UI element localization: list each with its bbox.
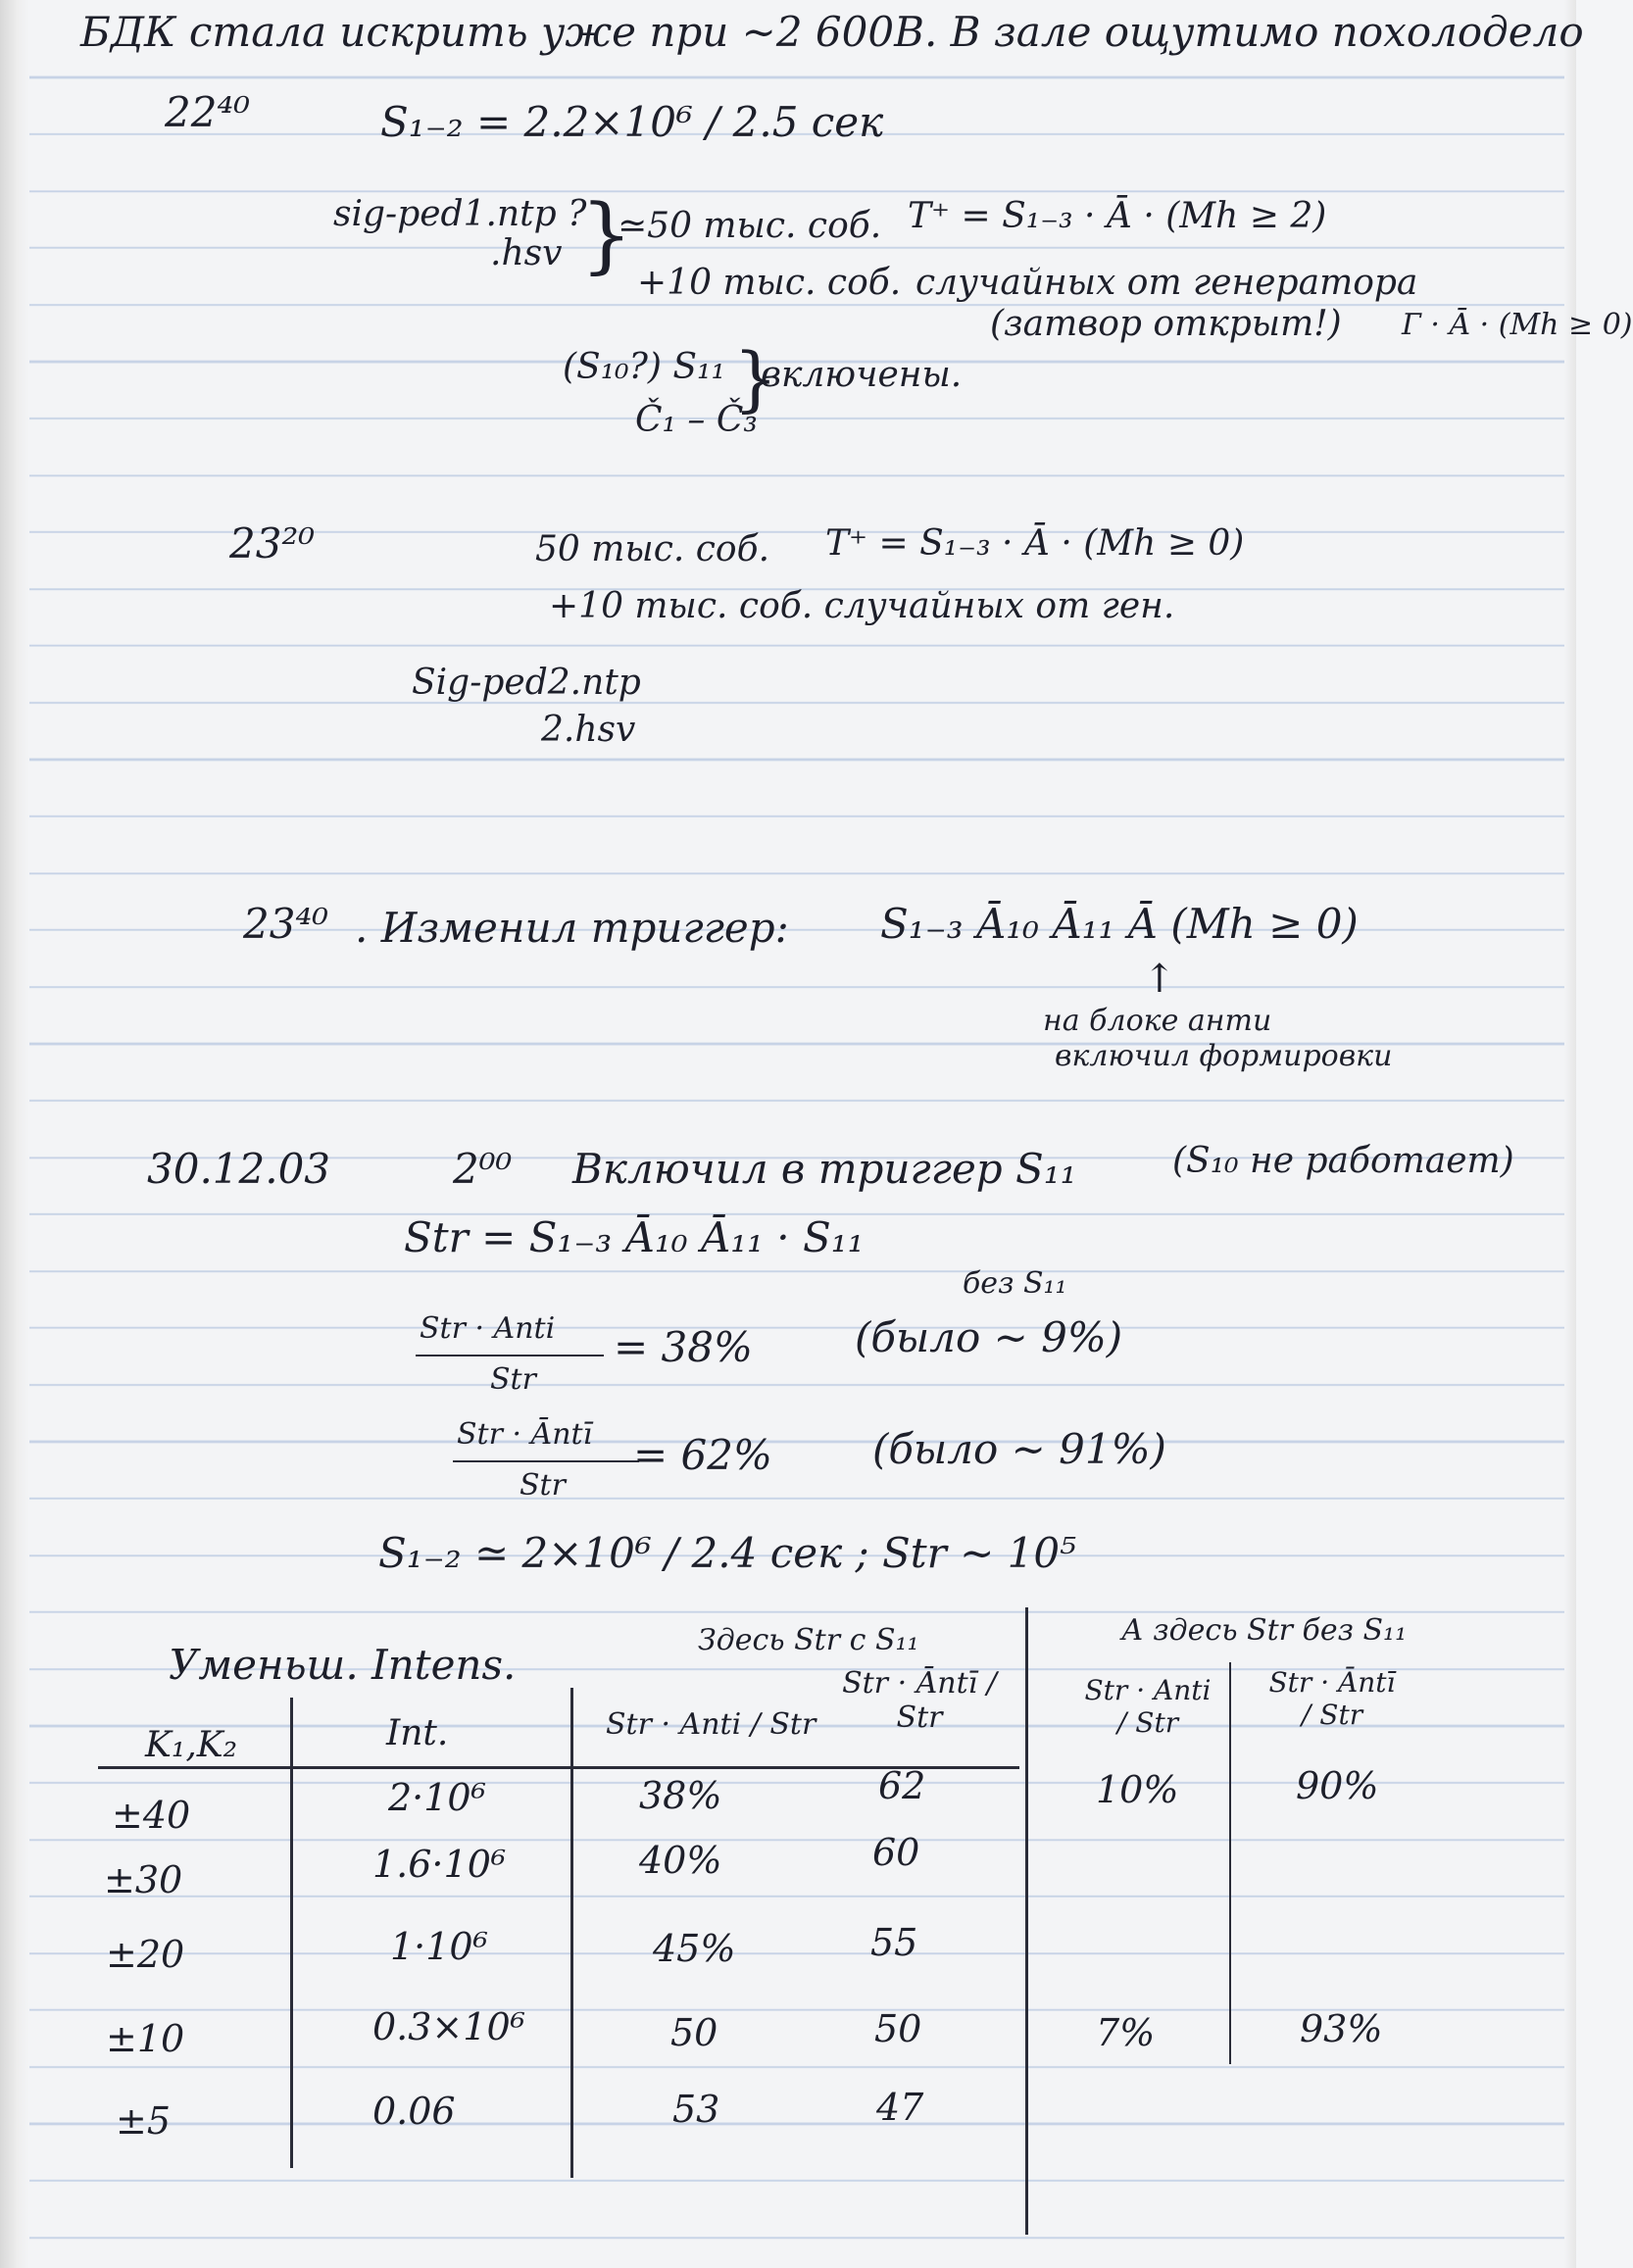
row5-ratio-anti: 53 [672, 2088, 720, 2131]
trigger-2340: S₁₋₃ Ā₁₀ Ā₁₁ Ā (Mh ≥ 0) [880, 900, 1359, 948]
table-note-without-s11: А здесь Str без S₁₁ [1121, 1613, 1408, 1648]
table-col-rule-4 [1229, 1662, 1231, 2064]
ratio1-value: = 38% [614, 1323, 753, 1371]
row4-int: 0.3×10⁶ [372, 2005, 525, 2048]
include-s11-text: Включил в триггер S₁₁ [572, 1145, 1077, 1193]
row3-k: ±20 [106, 1933, 185, 1976]
row2-ratio-notanti: 60 [872, 1831, 920, 1874]
page-binding [0, 0, 29, 2268]
trigger-change-text: . Изменил триггер: [355, 904, 789, 952]
row4-ratio-anti-2: 7% [1096, 2011, 1156, 2054]
entry-date: 30.12.03 [147, 1145, 331, 1193]
events-count-2320: 50 тыс. соб. [535, 529, 770, 569]
counters-line-2: Č₁ – Č₃ [635, 400, 758, 440]
header-note: БДК стала искрить уже при ~2 600В. В зале ощутимо похолодело [80, 8, 1584, 56]
row1-ratio-notanti-2: 90% [1296, 1764, 1379, 1807]
row3-ratio-notanti: 55 [870, 1921, 918, 1964]
row1-k: ±40 [112, 1794, 191, 1837]
row5-int: 0.06 [372, 2090, 456, 2133]
table-title: Уменьш. Intens. [169, 1641, 517, 1689]
file-name-1: sig-ped1.ntp ? [333, 194, 587, 234]
table-header-k: K₁,K₂ [145, 1725, 238, 1765]
table-col-rule-2 [570, 1688, 573, 2178]
str-definition: Str = S₁₋₃ Ā₁₀ Ā₁₁ · S₁₁ [404, 1213, 865, 1261]
ratio1-was: (было ~ 9%) [855, 1313, 1123, 1361]
row2-k: ±30 [104, 1858, 183, 1901]
events-count-2: +10 тыс. соб. [637, 263, 902, 303]
ratio1-numerator: Str · Anti [420, 1311, 556, 1346]
without-s11-label: без S₁₁ [963, 1266, 1067, 1301]
row5-ratio-notanti: 47 [876, 2086, 924, 2129]
up-arrow-icon: ↑ [1143, 957, 1176, 1002]
entry-time-2340: 23⁴⁰ [243, 900, 329, 948]
trigger-2320: T⁺ = S₁₋₃ · Ā · (Mh ≥ 0) [825, 523, 1245, 564]
ratio1-fraction-bar [416, 1355, 604, 1356]
table-header-ratio-anti: Str · Anti / Str [606, 1707, 816, 1742]
row1-int: 2·10⁶ [388, 1776, 486, 1819]
row1-ratio-anti: 38% [639, 1774, 722, 1817]
ratio1-denominator: Str [490, 1362, 536, 1397]
file-name-2: .hsv [490, 233, 563, 273]
row4-ratio-notanti: 50 [874, 2007, 922, 2050]
entry-time-0200: 2⁰⁰ [453, 1145, 513, 1193]
table-header-ratio-notanti-2: Str · Āntī / Str [1268, 1666, 1396, 1731]
anti-block-note-2: включил формировки [1055, 1039, 1393, 1073]
row1-ratio-anti-2: 10% [1096, 1768, 1179, 1811]
row1-ratio-notanti: 62 [878, 1764, 926, 1807]
file-name-4: 2.hsv [541, 710, 636, 750]
ratio2-fraction-bar [453, 1460, 639, 1462]
table-header-ratio-notanti: Str · Āntī / Str [842, 1666, 997, 1735]
enabled-note: включены. [761, 355, 963, 395]
file-name-3: Sig-ped2.ntp [412, 663, 641, 703]
random-events-2320: +10 тыс. соб. случайных от ген. [549, 586, 1175, 626]
row4-ratio-anti: 50 [670, 2011, 718, 2054]
anti-block-note-1: на блоке анти [1043, 1004, 1272, 1038]
random-generator-note: случайных от генератора [915, 263, 1418, 303]
table-note-with-s11: Здесь Str с S₁₁ [698, 1623, 919, 1657]
entry-time-2320: 23²⁰ [229, 519, 316, 567]
table-header-ratio-anti-2: Str · Anti / Str [1084, 1674, 1212, 1739]
row2-int: 1.6·10⁶ [372, 1843, 507, 1886]
row2-ratio-anti: 40% [639, 1839, 722, 1882]
ratio2-denominator: Str [520, 1468, 566, 1503]
row4-ratio-notanti-2: 93% [1300, 2007, 1383, 2050]
row5-k: ±5 [116, 2099, 172, 2143]
ratio2-value: = 62% [633, 1431, 772, 1479]
events-count-1: ≃50 тыс. соб. [618, 206, 882, 246]
row3-int: 1·10⁶ [390, 1925, 488, 1968]
table-col-rule-3 [1025, 1607, 1028, 2235]
shutter-note: (затвор открыт!) [990, 304, 1342, 344]
rate-formula-2240: S₁₋₂ = 2.2×10⁶ / 2.5 сек [380, 98, 884, 146]
s10-broken-note: (S₁₀ не работает) [1172, 1141, 1514, 1181]
row4-k: ±10 [106, 2017, 185, 2060]
rate-summary: S₁₋₂ ≃ 2×10⁶ / 2.4 сек ; Str ~ 10⁵ [378, 1529, 1076, 1577]
side-trigger-note: Г · Ā · (Mh ≥ 0) [1402, 308, 1633, 342]
brace-glyph-2: } [733, 337, 778, 419]
table-col-rule-1 [290, 1698, 293, 2168]
ratio2-numerator: Str · Āntī [457, 1417, 593, 1452]
brace-glyph: } [580, 186, 633, 282]
trigger-2240: T⁺ = S₁₋₃ · Ā · (Mh ≥ 2) [908, 196, 1327, 236]
counters-line: (S₁₀?) S₁₁ [563, 347, 725, 387]
entry-time-2240: 22⁴⁰ [165, 88, 251, 136]
row3-ratio-anti: 45% [653, 1927, 736, 1970]
ratio2-was: (было ~ 91%) [872, 1425, 1166, 1473]
table-header-int: Int. [386, 1713, 449, 1753]
